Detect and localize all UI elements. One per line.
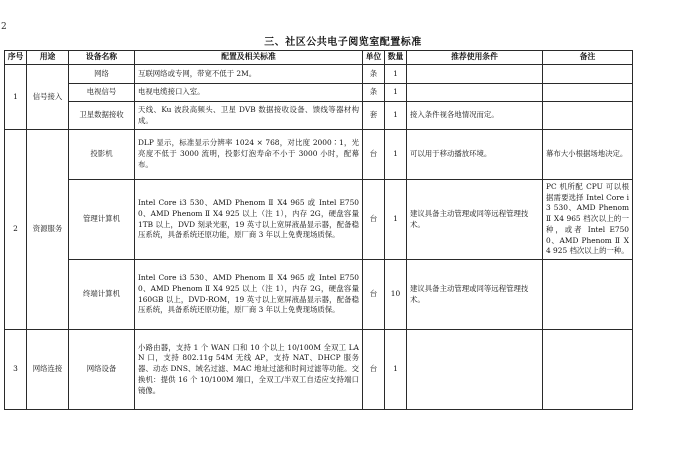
device-spec: Intel Core i3 530、AMD Phenom Ⅱ X4 965 或 Intel E7500、AMD Phenom Ⅱ X4 925 以上（注 1），内存 2G，硬盘容量 160GB 以上，DVD-ROM，19 英寸以上宽屏液晶显示器，配备稳压系统，具备系统还原功能，原厂商 3 年以上免费现场质保。 <box>135 260 363 330</box>
col-header-qty: 数量 <box>385 51 407 65</box>
device-unit: 台 <box>363 330 385 410</box>
page-mark: 2 <box>1 22 7 32</box>
device-spec: 互联网络或专网，带宽不低于 2M。 <box>135 65 363 84</box>
device-qty: 10 <box>385 260 407 330</box>
col-header-unit: 单位 <box>363 51 385 65</box>
device-condition <box>407 330 543 410</box>
device-name: 管理计算机 <box>69 180 135 260</box>
table-row <box>5 130 633 180</box>
header-row <box>5 51 633 65</box>
device-remark <box>543 102 633 130</box>
config-table <box>4 50 633 410</box>
device-name: 网络 <box>69 65 135 84</box>
group-index: 1 <box>5 65 27 130</box>
col-header-remark: 备注 <box>543 51 633 65</box>
table-row <box>5 65 633 84</box>
device-qty: 1 <box>385 65 407 84</box>
device-spec: 天线、Ku 波段高频头、卫星 DVB 数据接收设备、馈线等器材构成。 <box>135 102 363 130</box>
device-remark <box>543 260 633 330</box>
table-row <box>5 84 633 102</box>
page-title: 三、社区公共电子阅览室配置标准 <box>264 37 422 48</box>
device-remark: 幕布大小根据场地决定。 <box>543 130 633 180</box>
device-remark <box>543 84 633 102</box>
col-header-device: 设备名称 <box>69 51 135 65</box>
col-header-index: 序号 <box>5 51 27 65</box>
device-condition: 接入条件视各地情况而定。 <box>407 102 543 130</box>
device-name: 网络设备 <box>69 330 135 410</box>
device-qty: 1 <box>385 102 407 130</box>
device-condition <box>407 84 543 102</box>
device-spec: 电视电缆接口入室。 <box>135 84 363 102</box>
group-purpose: 信号接入 <box>27 65 69 130</box>
col-header-condition: 推荐使用条件 <box>407 51 543 65</box>
device-unit: 条 <box>363 65 385 84</box>
device-unit: 条 <box>363 84 385 102</box>
device-spec: DLP 显示，标准显示分辨率 1024 × 768，对比度 2000∶1，光亮度不低于 3000 流明，投影灯泡寿命不小于 3000 小时，配幕布。 <box>135 130 363 180</box>
device-unit: 台 <box>363 130 385 180</box>
device-spec: 小路由器，支持 1 个 WAN 口和 10 个以上 10/100M 全双工 LAN 口，支持 802.11g 54M 无线 AP，支持 NAT、DHCP 服务器、动态 DNS、域名过滤、MAC 地址过滤和时间过滤等功能。交换机：提供 16 个 10/100M 端口，全双工/半双工自适应支持端口镜像。 <box>135 330 363 410</box>
device-name: 电视信号 <box>69 84 135 102</box>
device-remark <box>543 330 633 410</box>
device-condition: 建议具备主动管理或同等远程管理技术。 <box>407 260 543 330</box>
table-row <box>5 260 633 330</box>
group-index: 2 <box>5 130 27 330</box>
device-condition: 建议具备主动管理或同等远程管理技术。 <box>407 180 543 260</box>
device-qty: 1 <box>385 130 407 180</box>
device-unit: 台 <box>363 260 385 330</box>
device-qty: 1 <box>385 84 407 102</box>
group-purpose: 资源服务 <box>27 130 69 330</box>
device-remark <box>543 65 633 84</box>
device-name: 终端计算机 <box>69 260 135 330</box>
device-remark: PC 机所配 CPU 可以根据需要选择 Intel Core i3 530、AMD Phenom Ⅱ X4 965 档次以上的一种，或者 Intel E7500、AMD Phenom Ⅱ X4 925 档次以上的一种。 <box>543 180 633 260</box>
device-qty: 1 <box>385 330 407 410</box>
device-unit: 套 <box>363 102 385 130</box>
device-name: 投影机 <box>69 130 135 180</box>
group-index: 3 <box>5 330 27 410</box>
device-name: 卫星数据接收 <box>69 102 135 130</box>
col-header-purpose: 用途 <box>27 51 69 65</box>
device-condition <box>407 65 543 84</box>
device-condition: 可以用于移动播放环境。 <box>407 130 543 180</box>
table-row <box>5 180 633 260</box>
group-purpose: 网络连接 <box>27 330 69 410</box>
device-spec: Intel Core i3 530、AMD Phenom Ⅱ X4 965 或 Intel E7500、AMD Phenom Ⅱ X4 925 以上（注 1），内存 2G，硬盘容量 1TB 以上，DVD 刻录光驱，19 英寸以上宽屏液晶显示器，配备稳压系统，具备系统还原功能，原厂商 3 年以上免费现场质保。 <box>135 180 363 260</box>
table-row <box>5 330 633 410</box>
device-unit: 台 <box>363 180 385 260</box>
table-row <box>5 102 633 130</box>
col-header-spec: 配置及相关标准 <box>135 51 363 65</box>
device-qty: 1 <box>385 180 407 260</box>
